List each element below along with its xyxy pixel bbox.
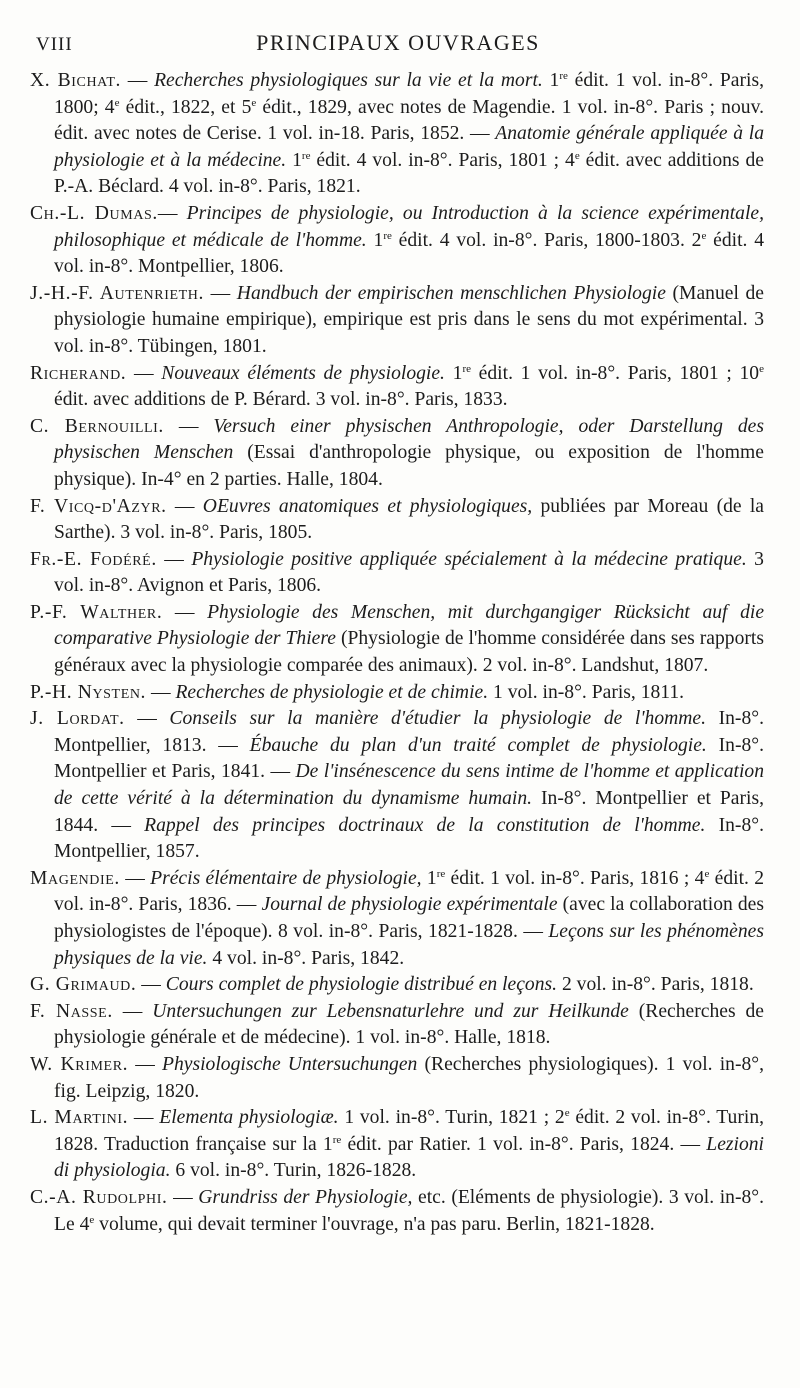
author-name: L. Martini. [30,1107,129,1129]
author-name: F. Vicq-d'Azyr. [30,495,167,517]
bibliography-entry-autenrieth [30,281,764,361]
edition-details: 1 [444,362,463,384]
bibliography-entry-magendie [30,866,764,972]
separator: — [157,202,187,224]
separator: — [163,415,214,437]
work-title: Elementa physiologiæ. [159,1107,339,1129]
edition-details: 4 vol. in-8°. Paris, 1842. [207,947,405,969]
edition-details: (Recherches de physiologie générale et de médecine). 1 vol. in-8°. Halle, 1818. [54,1000,764,1049]
work-title: Leçons sur les phénomènes physiques de la vie. [54,921,764,969]
work-title: Conseils sur la manière d'étudier la physiologie de l'homme. [169,708,707,730]
edition-details: (avec la collaboration des physiologistes de l'époque). 8 vol. in-8°. Paris, 1821-1828. — [54,894,764,942]
separator: — [126,362,162,384]
work-title: Versuch einer physischen Anthropologie, oder Darstellung des physischen Menschen [54,415,765,464]
edition-details: In-8°. Montpellier et Paris, 1844. — [54,788,764,836]
page-number: VIII [36,34,73,55]
superscript: e [89,1213,95,1226]
bibliography-entry-richerand [30,361,764,414]
edition-details: édit. avec additions de P. Bérard. 3 vol. in-8°. Paris, 1833. [54,389,508,411]
separator: — [203,282,237,304]
edition-details: publiées par Moreau (de la Sarthe). 3 vol. in-8°. Paris, 1805. [54,495,765,544]
separator: — [156,548,192,570]
edition-details: In-8°. Montpellier, 1857. [54,814,764,863]
separator: — [146,681,176,703]
edition-details: édit. avec additions de P.-A. Béclard. 4 vol. in-8°. Paris, 1821. [54,149,764,198]
separator: — [120,70,155,91]
edition-details: 1 vol. in-8°. Turin, 1821 ; 2 [338,1107,565,1129]
work-title: Handbuch der empirischen menschlichen Physiologie [236,282,666,304]
superscript: re [332,1133,342,1146]
edition-details: édit., 1829, avec notes de Magendie. 1 vol. in-8°. Paris ; nouv. édit. avec notes de Cerise. 1 vol. in-18. Paris, 1852. — [54,96,765,145]
bibliography-entry-grimaud [30,972,764,999]
author-name: P.-H. Nysten. [30,681,147,703]
edition-details: 1 [366,229,384,251]
superscript: e [251,96,257,109]
work-title: OEuvres anatomiques et physiologiques, [202,495,533,517]
edition-details: volume, qui devait terminer l'ouvrage, n'a pas paru. Berlin, 1821-1828. [94,1213,655,1235]
separator: — [162,601,208,623]
work-title: De l'insénescence du sens intime de l'homme et application de cette vérité à la détermination du dynamisme humain. [54,761,765,810]
edition-details: édit. 2 vol. in-8°. Paris, 1836. — [54,867,765,916]
author-name: J.-H.-F. Autenrieth. [30,282,204,304]
separator: — [167,1186,199,1208]
edition-details: 2 vol. in-8°. Paris, 1818. [557,974,754,996]
work-title: Lezioni di physiologia. [54,1133,764,1182]
superscript: re [462,362,471,375]
running-title: PRINCIPAUX OUVRAGES [256,30,540,55]
bibliography-entry-fodere [30,547,764,600]
author-name: C.-A. Rudolphi. [30,1186,168,1208]
bibliography-entry-martini [30,1105,764,1185]
bibliography-entry-krimer [30,1052,764,1105]
work-title: Rappel des principes doctrinaux de la constitution de l'homme. [144,814,706,836]
bibliography-entry-walther [30,600,764,680]
edition-details: édit. 1 vol. in-8°. Paris, 1816 ; 4 [445,867,705,889]
author-name: Magendie. [30,867,120,889]
superscript: e [701,229,707,242]
edition-details: 1 [421,867,437,889]
bibliography-entry-nasse [30,999,764,1052]
author-name: Fr.-E. Fodéré. [30,548,157,570]
edition-details: édit., 1822, et 5 [119,96,252,118]
separator: — [136,974,166,996]
work-title: Cours complet de physiologie distribué en leçons. [165,974,558,996]
work-title: Grundriss der Physiologie, [198,1186,413,1208]
bibliography-entry-rudolphi [30,1185,764,1238]
bibliography-entry-vicq [30,494,764,547]
edition-details: 3 vol. in-8°. Avignon et Paris, 1806. [54,548,764,597]
edition-details: In-8°. Montpellier et Paris, 1841. — [54,734,764,783]
separator: — [128,1053,163,1075]
author-name: Richerand. [30,362,127,384]
edition-details: (Essai d'anthropologie physique, ou exposition de l'homme physique). In-4° en 2 parties. Halle, 1804. [54,442,764,490]
work-title: Recherches de physiologie et de chimie. [175,681,489,703]
separator: — [166,495,203,517]
edition-details: (Manuel de physiologie humaine empirique), empirique est pris dans le sens du mot expérimental. 3 vol. in-8°. Tübingen, 1801. [54,282,764,357]
edition-details: édit. 4 vol. in-8°. Paris, 1801 ; 4 [310,149,575,171]
author-name: W. Krimer. [30,1053,129,1075]
bibliography-list [30,68,764,1238]
author-name: C. Bernouilli. [30,415,164,437]
edition-details: édit. 4 vol. in-8°. Paris, 1800-1803. 2 [391,229,702,251]
superscript: e [564,1107,570,1120]
superscript: e [574,149,580,162]
edition-details: édit. 2 vol. in-8°. Turin, 1828. Traduction française sur la 1 [54,1107,765,1155]
edition-details: édit. 4 vol. in-8°. Montpellier, 1806. [54,229,765,278]
work-title: Recherches physiologiques sur la vie et la mort. [154,70,543,91]
work-title: Physiologie des Menschen, mit durchgangiger Rücksicht auf die comparative Physiologie der Thiere [54,601,765,650]
edition-details: 1 [542,70,560,91]
work-title: Journal de physiologie expérimentale [261,894,558,916]
superscript: re [436,867,446,880]
work-title: Physiologie positive appliquée spécialement à la médecine pratique. [191,548,747,570]
author-name: X. Bichat. [30,70,121,91]
author-name: F. Nasse. [30,1000,113,1022]
author-name: Ch.-L. Dumas. [30,202,158,224]
bibliography-entry-dumas [30,201,764,281]
separator: — [128,1107,160,1129]
edition-details: édit. 1 vol. in-8°. Paris, 1800; 4 [54,70,764,118]
edition-details: 1 vol. in-8°. Paris, 1811. [488,681,685,703]
bibliography-entry-nysten [30,680,764,707]
author-name: G. Grimaud. [30,974,137,996]
bibliography-entry-lordat [30,706,764,866]
author-name: P.-F. Walther. [30,601,163,623]
separator: — [112,1000,153,1022]
work-title: Ébauche du plan d'un traité complet de physiologie. [249,734,707,756]
edition-details: 6 vol. in-8°. Turin, 1826-1828. [170,1160,417,1182]
superscript: e [114,96,120,109]
author-name: J. Lordat. [30,708,125,730]
superscript: re [559,70,568,82]
work-title: Principes de physiologie, ou Introduction à la science expérimentale, philosophique et médicale de l'homme. [54,202,764,251]
edition-details: In-8°. Montpellier, 1813. — [54,708,764,756]
superscript: re [301,149,311,162]
superscript: e [704,867,710,880]
edition-details: édit. par Ratier. 1 vol. in-8°. Paris, 1824. — [341,1133,707,1155]
work-title: Nouveaux éléments de physiologie. [161,362,445,384]
bibliography-entry-bichat [30,68,764,201]
superscript: e [759,362,764,375]
page-header [36,30,760,62]
edition-details: édit. 1 vol. in-8°. Paris, 1801 ; 10 [471,362,760,384]
separator: — [119,867,151,889]
superscript: re [383,229,392,242]
edition-details: 1 [286,149,302,171]
bibliography-entry-bernouilli [30,414,764,494]
edition-details: (Physiologie de l'homme considérée dans ses rapports généraux avec la physiologie comparée des animaux). 2 vol. in-8°. Landshut, 1807. [54,628,764,677]
work-title: Physiologische Untersuchungen [162,1053,418,1075]
edition-details: etc. (Eléments de physiologie). 3 vol. in-8°. Le 4 [54,1186,765,1235]
edition-details: (Recherches physiologiques). 1 vol. in-8°, fig. Leipzig, 1820. [54,1053,764,1102]
work-title: Anatomie générale appliquée à la physiologie et à la médecine. [54,123,764,171]
separator: — [124,708,170,730]
work-title: Précis élémentaire de physiologie, [150,867,422,889]
work-title: Untersuchungen zur Lebensnaturlehre und zur Heilkunde [152,1000,629,1022]
